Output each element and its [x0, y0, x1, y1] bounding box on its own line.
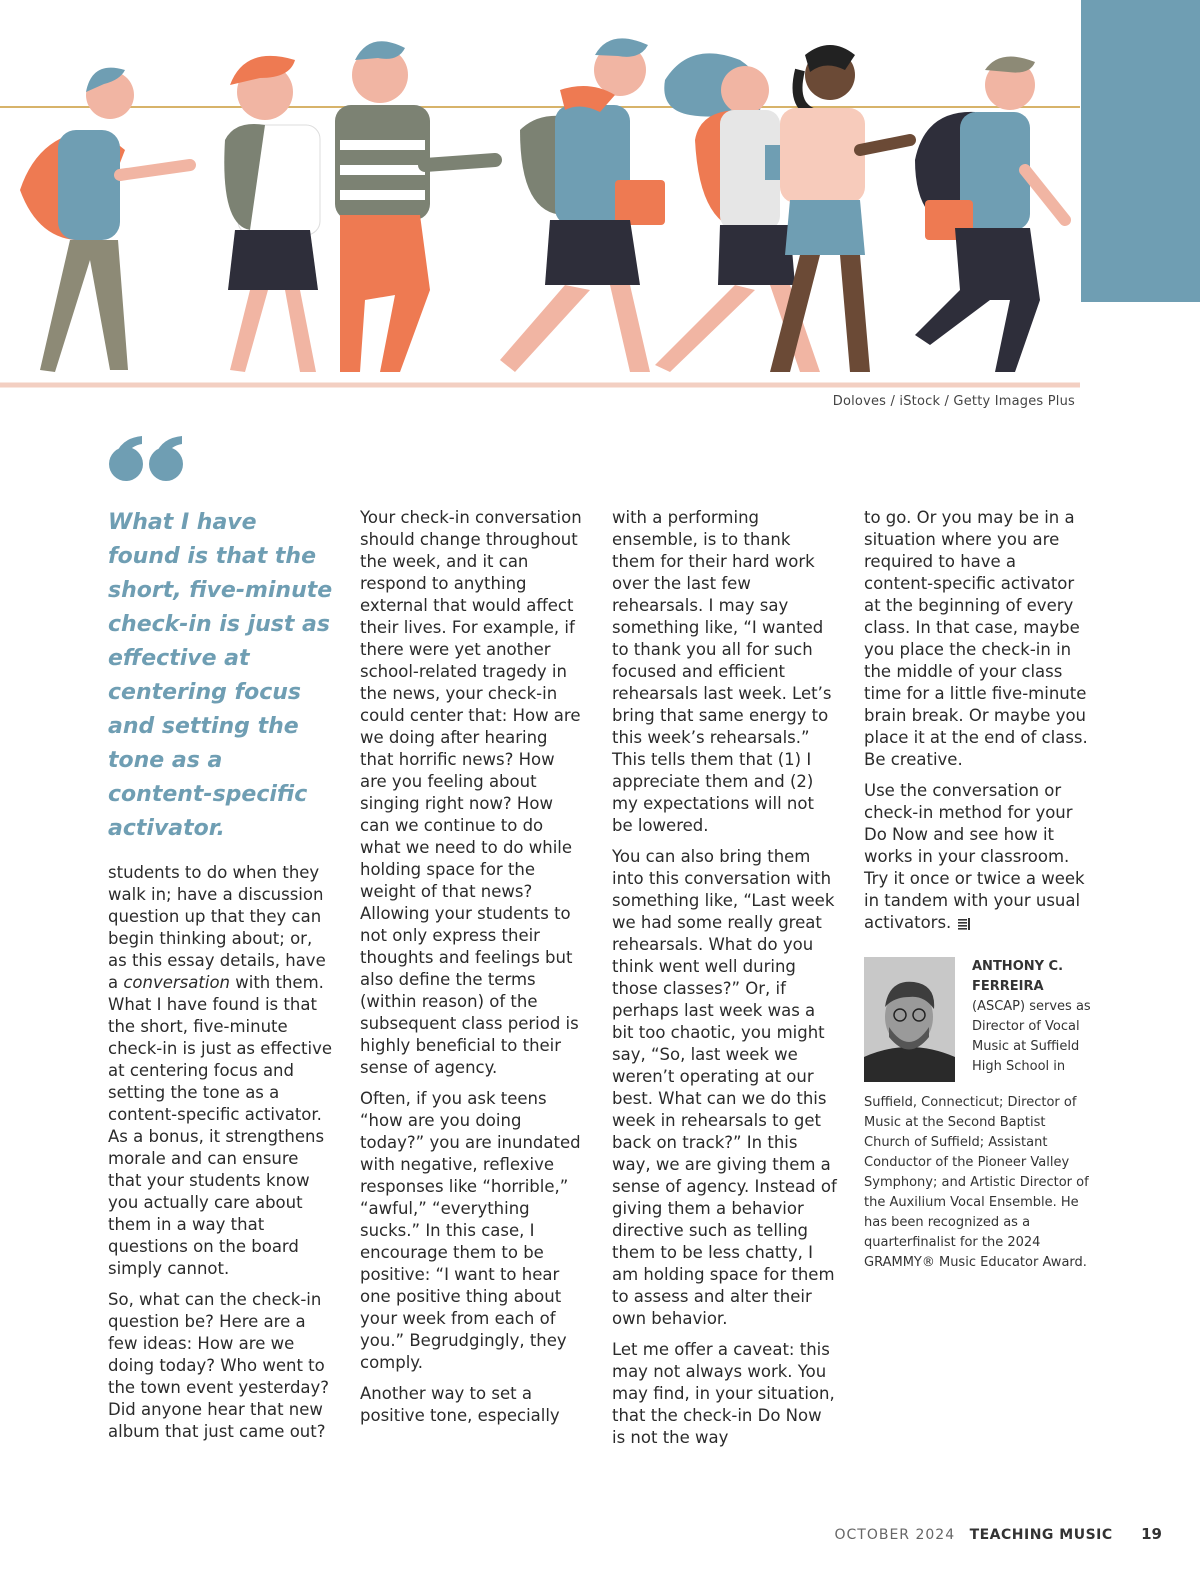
section-tab [1081, 0, 1200, 302]
paragraph [108, 862, 333, 1280]
paragraph-text: Use the conversation or check-in method for your Do Now and see how it works in your classroom. Try it once or twice a week in tandem with your usual activators. [864, 781, 1085, 932]
pull-quote: What I have found is that the short, five-minute check-in is just as effective at centering focus and setting the tone as a content-specific activator. [108, 510, 333, 841]
paragraph: with a performing ensemble, is to thank them for their hard work over the last few rehearsals. I may say something like, “I wanted to thank you all for such focused and efficient rehearsals last week. Let’s bring that same energy to this week’s rehearsals.” This tells them that (1) I appreciate them and (2) my expectations will not be lowered. [612, 508, 832, 835]
page-footer [834, 1525, 1162, 1543]
paragraph: You can also bring them into this conversation with something like, “Last week we had some really great rehearsals. What do you think went well during those classes?” Or, if perhaps last week was a bit too chaotic, you might say, “So, last week we weren’t operating at our best. What can we do this week in rehearsals to get back on track?” In this way, we are giving them a sense of agency. Instead of giving them a behavior directive such as telling them to be less chatty, I am holding space for them to assess and alter their own behavior. [612, 847, 837, 1328]
paragraph: Another way to set a positive tone, especially [360, 1384, 560, 1425]
quote-mark-icon [108, 436, 188, 484]
author-bio-text: (ASCAP) serves as Director of Vocal Music at Suffield High School in [972, 999, 1091, 1074]
students-illustration [0, 0, 1080, 392]
photo-credit: Doloves / iStock / Getty Images Plus [832, 394, 1075, 409]
emphasis-text: conversation [123, 973, 230, 992]
article-column-4 [864, 507, 1088, 943]
page-number: 19 [1141, 1525, 1162, 1543]
paragraph: to go. Or you may be in a situation where you are required to have a content-specific activator at the beginning of every class. In that case, maybe you place the check-in in the middle of your class time for a little five-minute brain break. Or maybe you place it at the end of class. Be creative. [864, 508, 1088, 769]
author-name: ANTHONY C. FERREIRA [972, 959, 1064, 994]
paragraph [864, 780, 1088, 934]
paragraph: Often, if you ask teens “how are you doing today?” you are inundated with negative, reflexive responses like “horrible,” “awful,” “everything sucks.” In this case, I encourage them to be positive: “I want to hear one positive thing about your week from each of you.” Begrudgingly, they comply. [360, 1089, 581, 1372]
paragraph-text: with them. What I have found is that the short, five-minute check-in is just as effective at centering focus and setting the tone as a content-specific activator. As a bonus, it strengthens morale and can ensure that your students know you actually care about them in a way that questions on the board simply cannot. [108, 973, 332, 1278]
paragraph: Your check-in conversation should change throughout the week, and it can respond to anything external that would affect their lives. For example, if there were yet another school-related tragedy in the news, your check-in could center that: How are we doing after hearing that horrific news? How are you feeling about singing right now? How can we continue to do what we need to do while holding space for the weight of that news? Allowing your students to not only express their thoughts and feelings but also define the terms (within reason) of the subsequent class period is highly beneficial to their sense of agency. [360, 508, 582, 1077]
author-bio-head [972, 957, 1092, 1077]
paragraph-text: students to do when they walk in; have a discussion question up that they can begin thinking about; or, as this essay details, have a [108, 863, 326, 992]
paragraph: So, what can the check-in question be? Here are a few ideas: How are we doing today? Who went to the town event yesterday? Did anyone hear that new album that just came out? [108, 1290, 330, 1441]
end-of-article-icon [957, 917, 971, 931]
issue-date: OCTOBER 2024 [834, 1527, 956, 1543]
article-column-1 [108, 862, 333, 1452]
author-photo [864, 957, 955, 1082]
author-bio-text: Suffield, Connecticut; Director of Music at the Second Baptist Church of Suffield; Assistant Conductor of the Pioneer Valley Symphony; and Artistic Director of the Auxilium Vocal Ensemble. He has been recognized as a quarterfinalist for the 2024 GRAMMY® Music Educator Award. [864, 1095, 1089, 1270]
paragraph: Let me offer a caveat: this may not always work. You may find, in your situation, that the check-in Do Now is not the way [612, 1340, 835, 1447]
article-column-2 [360, 507, 585, 1436]
article-column-3 [612, 507, 837, 1458]
magazine-title: TEACHING MUSIC [969, 1527, 1113, 1543]
